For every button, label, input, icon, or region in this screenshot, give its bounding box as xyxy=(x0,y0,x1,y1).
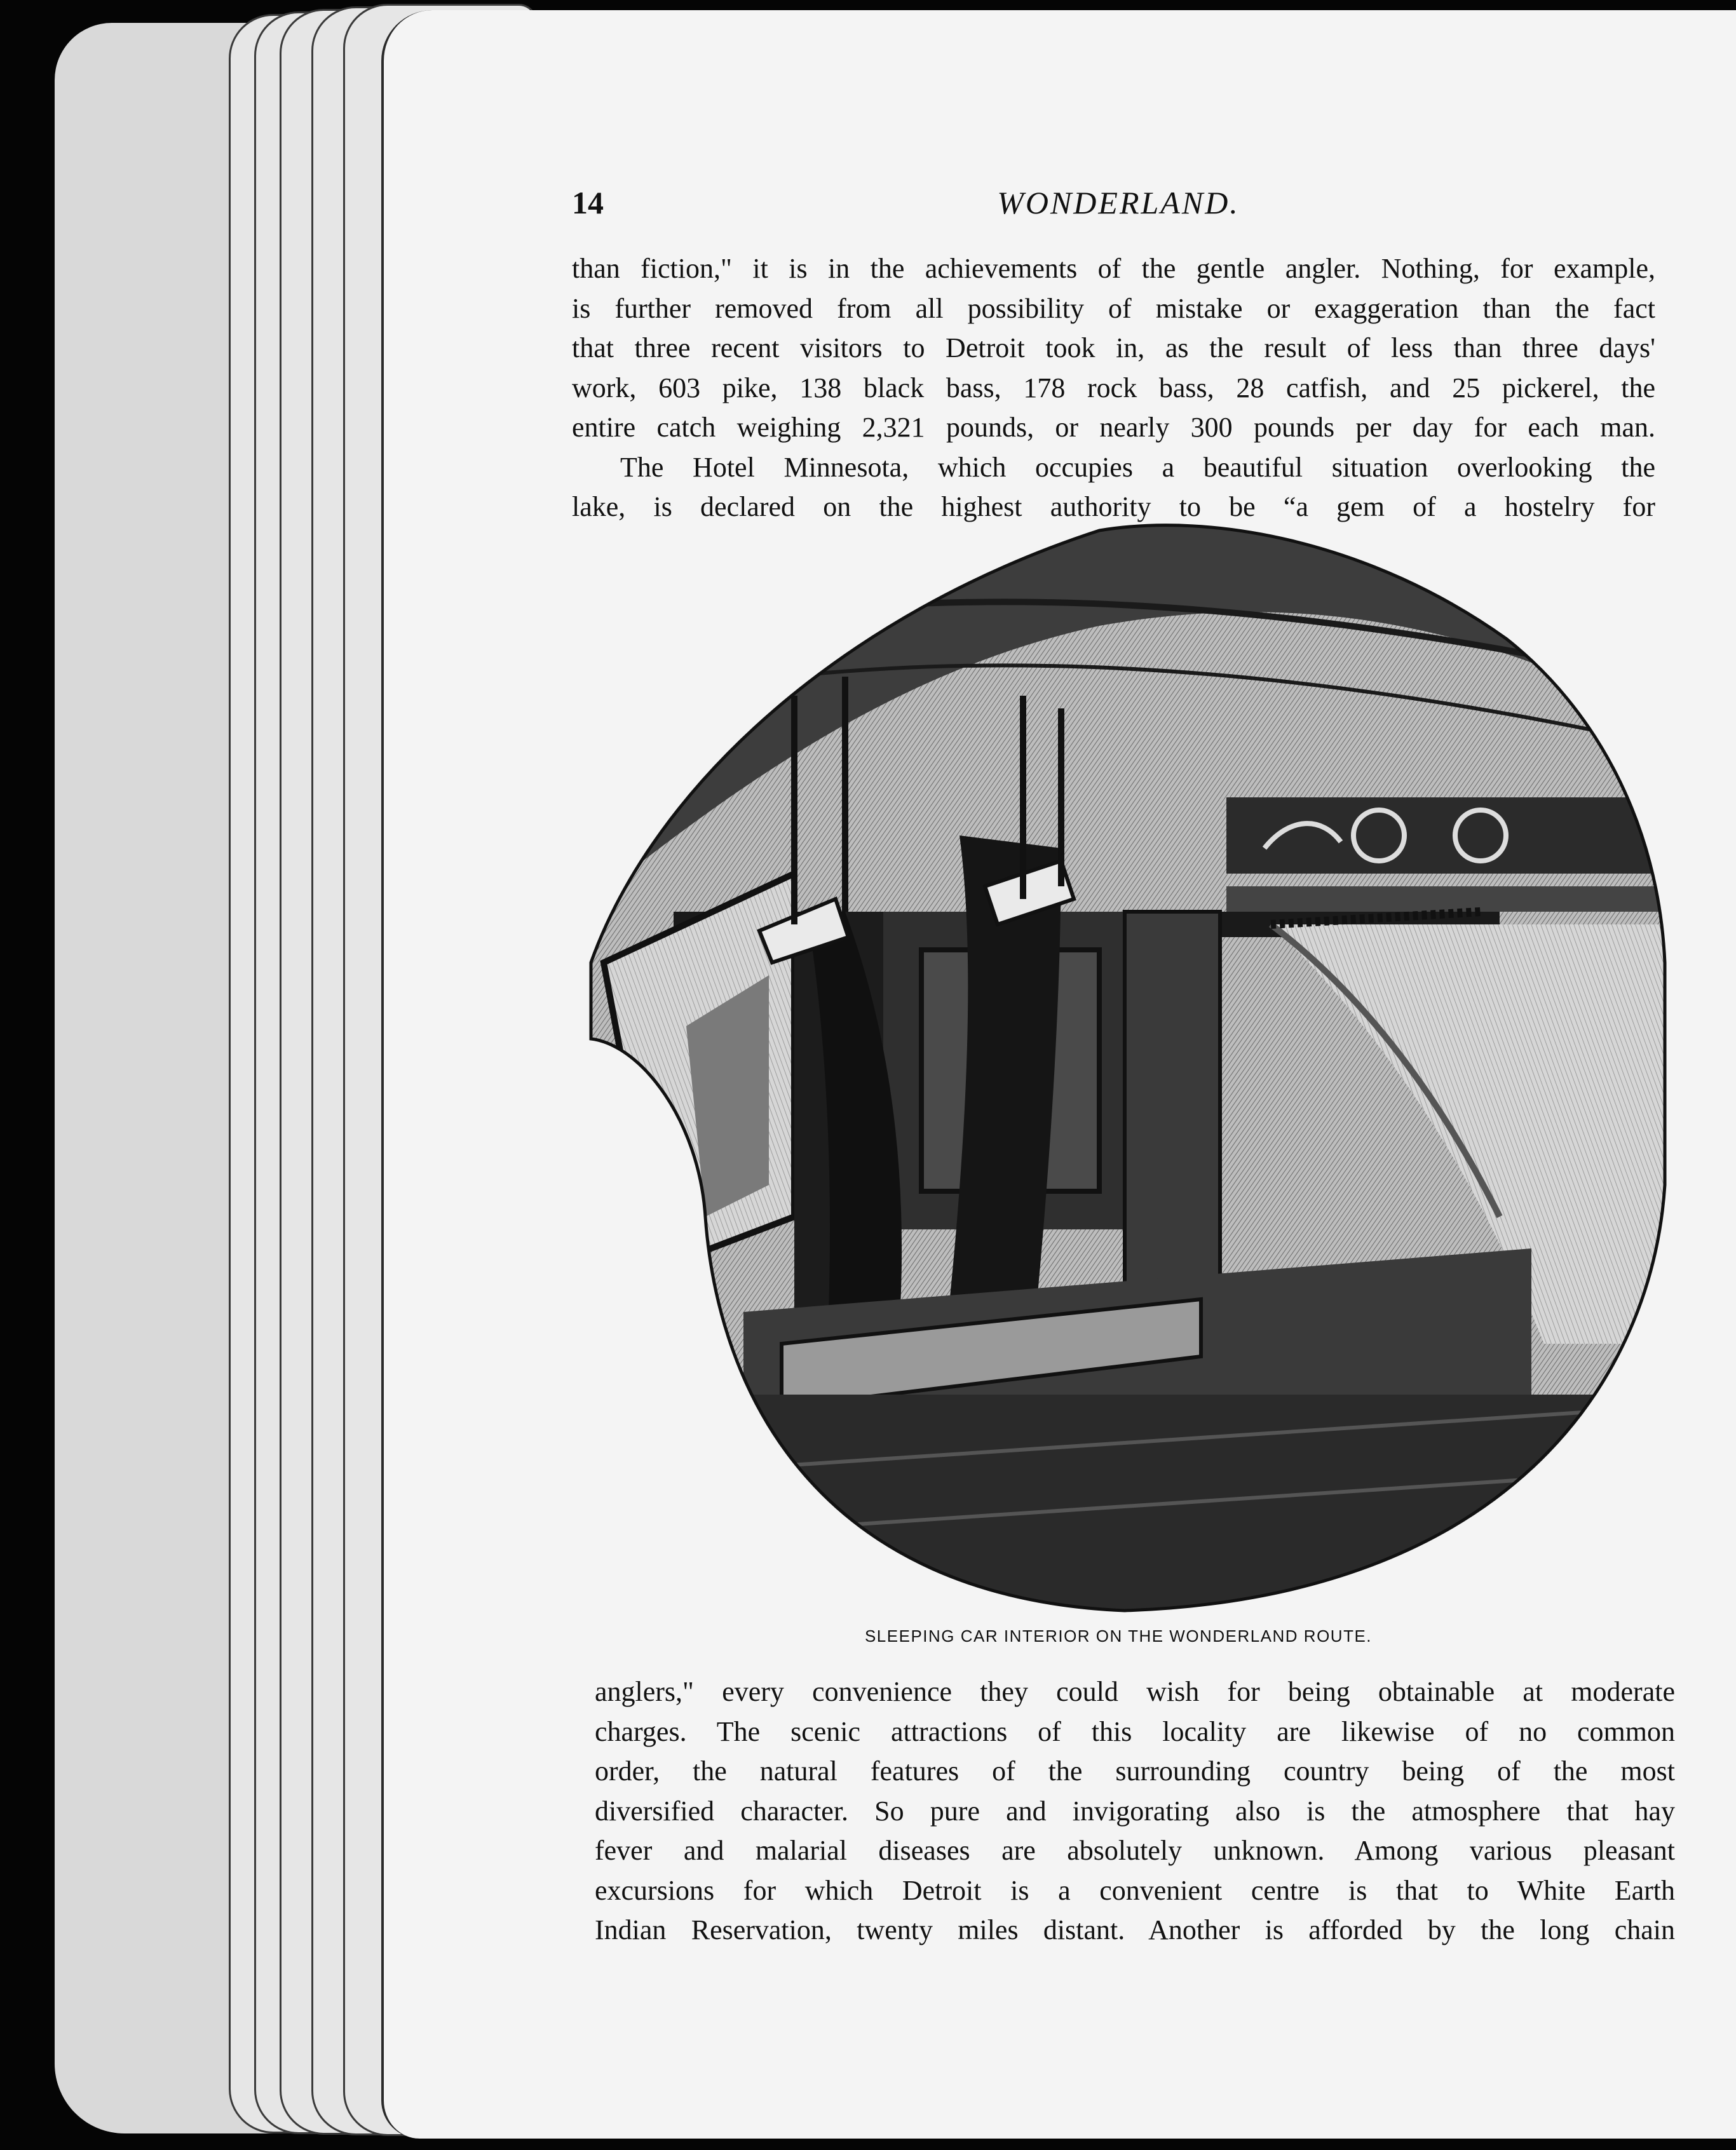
text-line: charges. The scenic attractions of this locality are likewise of no common xyxy=(595,1715,1675,1747)
paragraph-block-top xyxy=(572,249,1655,527)
running-head xyxy=(572,184,1665,235)
text-line: anglers," every convenience they could wish for being obtainable at moderate xyxy=(595,1676,1675,1707)
sleeping-car-illustration xyxy=(578,518,1671,1626)
text-line: lake, is declared on the highest authority to be “a gem of a hostelry for xyxy=(572,491,1655,522)
text-line: that three recent visitors to Detroit took in, as the result of less than three days' xyxy=(572,332,1655,363)
page-number: 14 xyxy=(572,185,604,220)
text-line: excursions for which Detroit is a convenient centre is that to White Earth xyxy=(595,1874,1675,1906)
text-line: The Hotel Minnesota, which occupies a beautiful situation overlooking the xyxy=(620,451,1655,483)
text-line: work, 603 pike, 138 black bass, 178 rock bass, 28 catfish, and 25 pickerel, the xyxy=(572,372,1655,403)
text-line: fever and malarial diseases are absolutely unknown. Among various pleasant xyxy=(595,1835,1675,1866)
engraving-image xyxy=(578,518,1671,1626)
text-line: than fiction," it is in the achievements of the gentle angler. Nothing, for example, xyxy=(572,253,1655,284)
text-line: is further removed from all possibility of mistake or exaggeration than the fact xyxy=(572,292,1655,324)
text-line: diversified character. So pure and invigorating also is the atmosphere that hay xyxy=(595,1795,1675,1827)
text-line: entire catch weighing 2,321 pounds, or nearly 300 pounds per day for each man. xyxy=(572,412,1655,443)
text-line: Indian Reservation, twenty miles distant. Another is afforded by the long chain xyxy=(595,1914,1675,1945)
page-header-title: WONDERLAND. xyxy=(997,185,1240,220)
paragraph-block-bottom xyxy=(595,1672,1675,1951)
figure-caption: SLEEPING CAR INTERIOR ON THE WONDERLAND ROUTE. xyxy=(864,1626,1373,1646)
text-line: order, the natural features of the surrounding country being of the most xyxy=(595,1755,1675,1787)
